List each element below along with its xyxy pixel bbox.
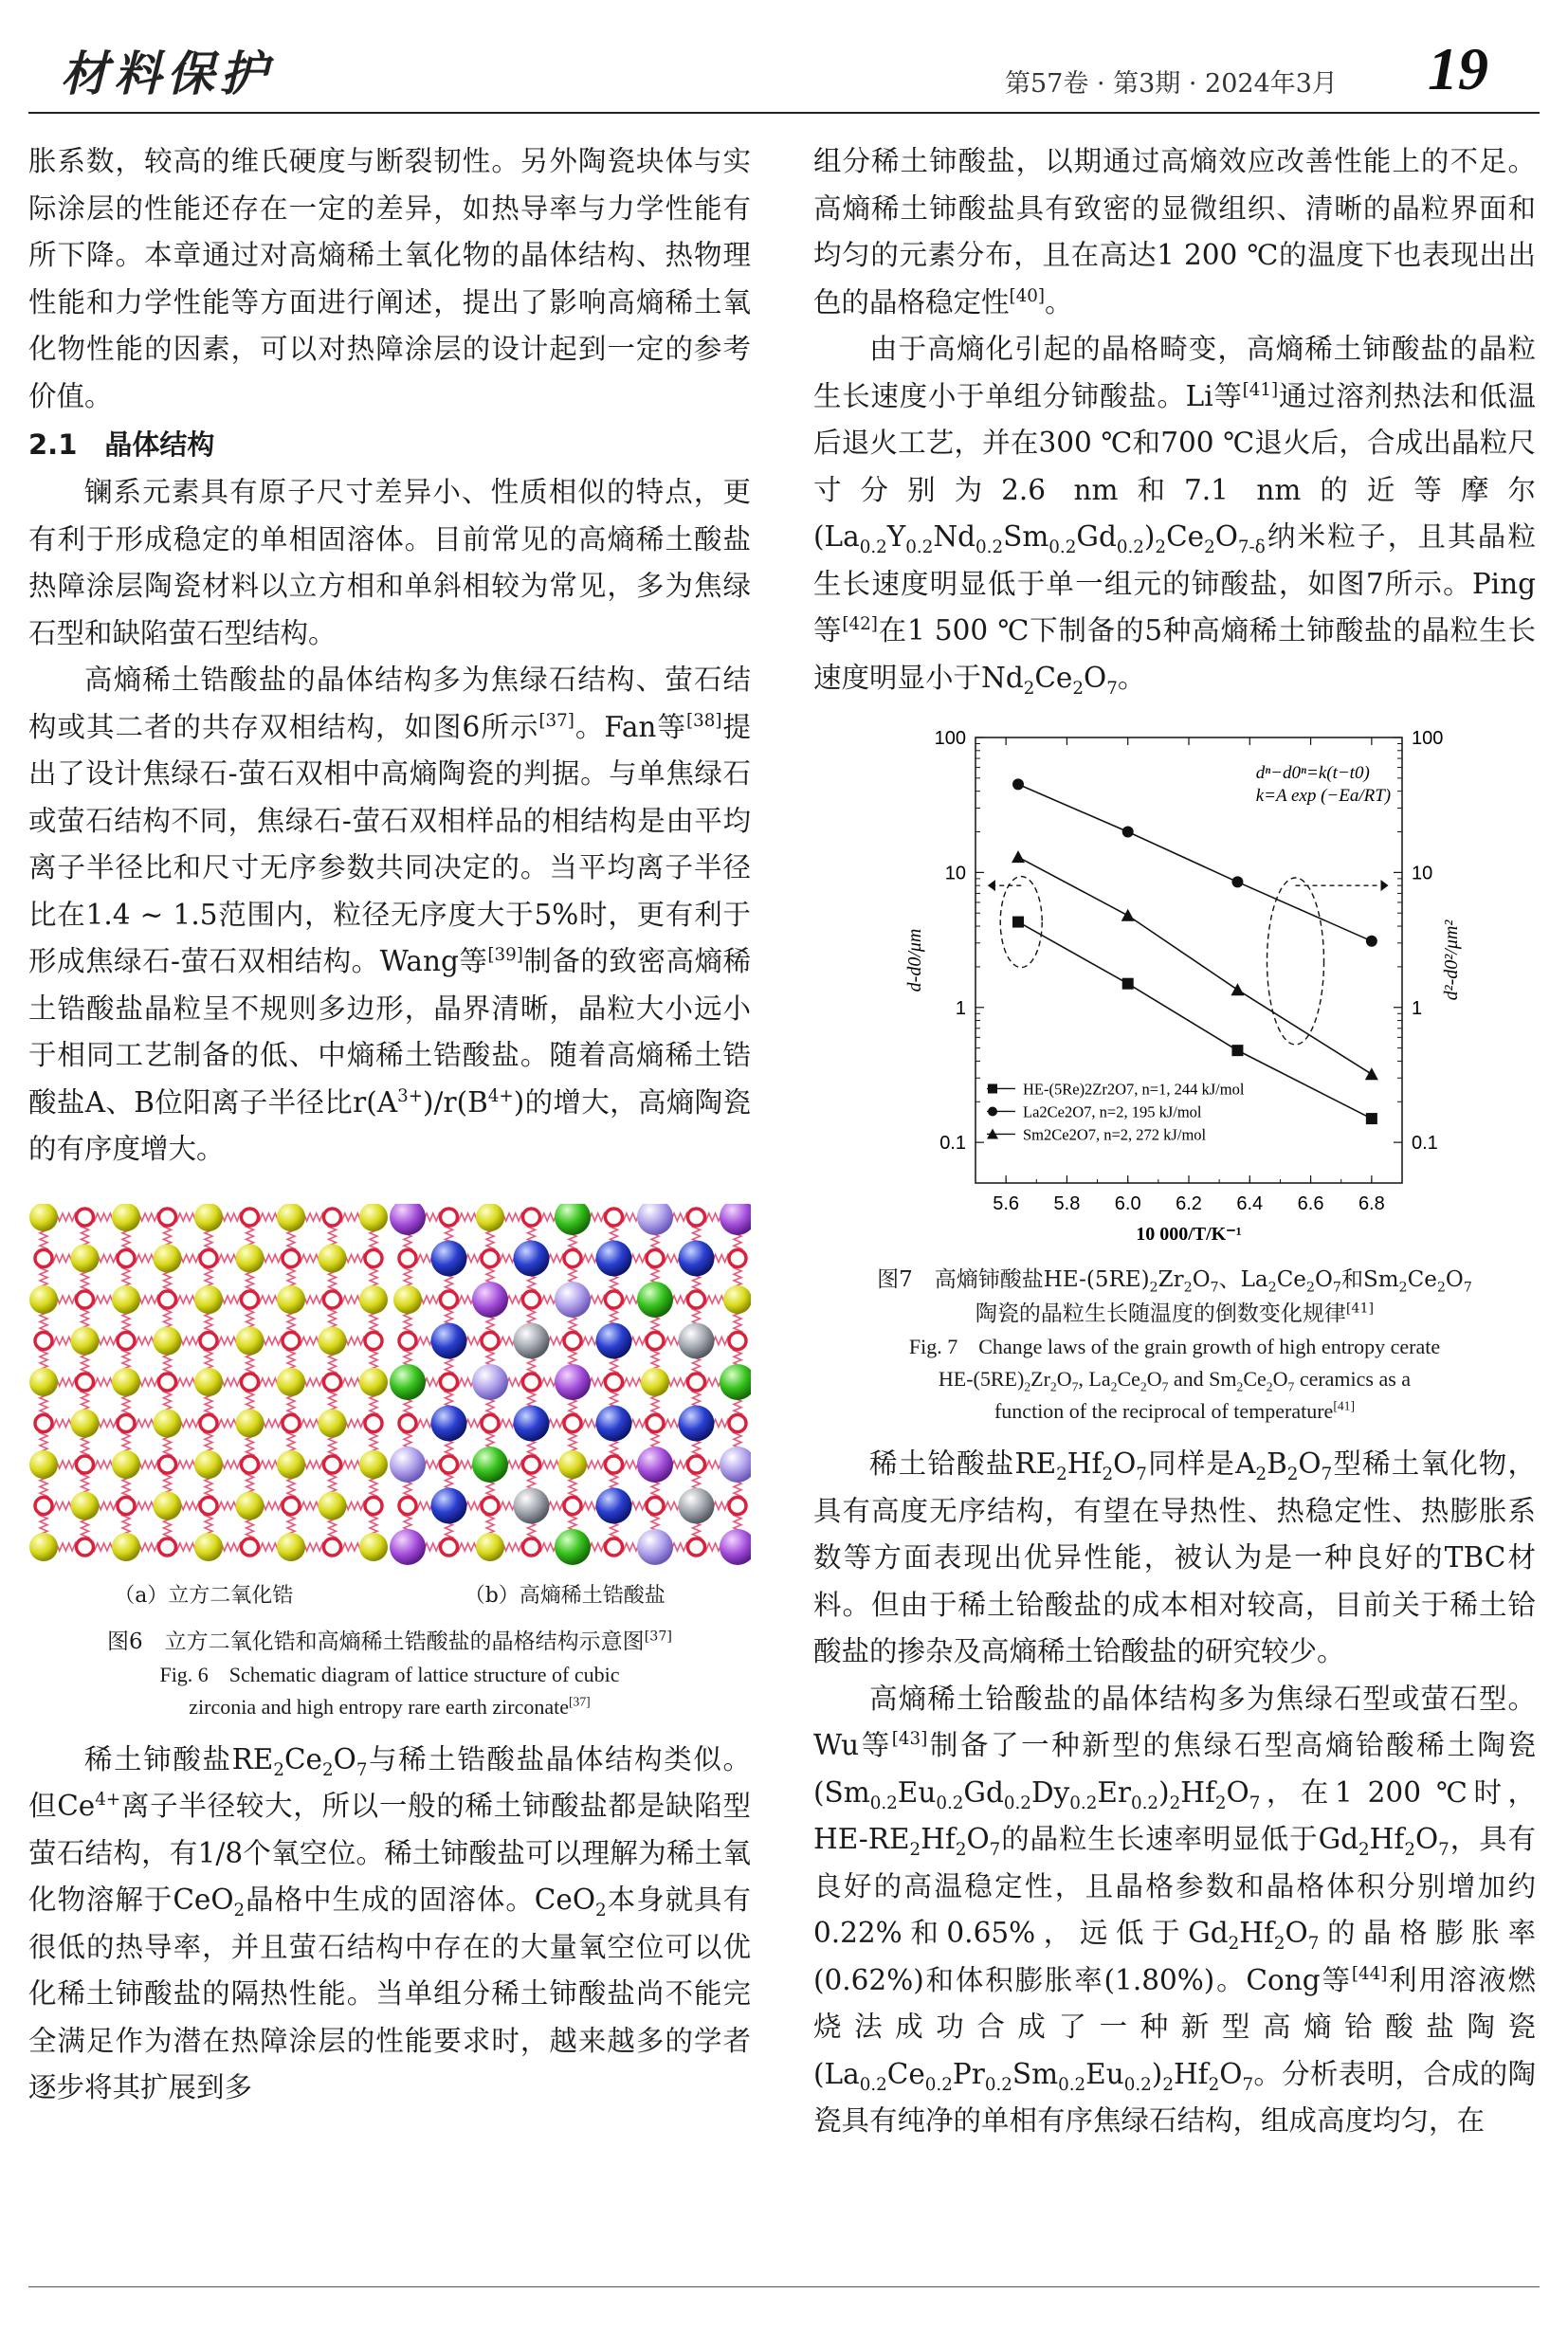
- oxygen-atom: [647, 1414, 664, 1431]
- data-point-square: [1122, 978, 1134, 990]
- page-number: 19: [1428, 35, 1488, 102]
- oxygen-atom: [523, 1538, 540, 1556]
- figure-7: [813, 719, 1536, 1428]
- cation-atom: [720, 1529, 751, 1565]
- cation-atom: [555, 1364, 591, 1400]
- cation-atom: [390, 1204, 426, 1235]
- cation-atom: [641, 1368, 669, 1396]
- cation-atom: [514, 1405, 550, 1441]
- oxygen-atom: [606, 1456, 623, 1473]
- y-left-tick-label: 100: [934, 728, 966, 749]
- data-point-circle: [988, 1106, 997, 1116]
- cation-atom: [390, 1529, 426, 1565]
- y-axis-label-right: d²-d0²/μm²: [1441, 919, 1462, 1001]
- cation-atom: [476, 1204, 504, 1231]
- cation-atom: [359, 1368, 388, 1396]
- cation-atom: [112, 1204, 140, 1231]
- oxygen-atom: [647, 1249, 664, 1266]
- cation-atom: [194, 1450, 223, 1479]
- oxygen-atom: [606, 1291, 623, 1308]
- cation-atom: [194, 1204, 223, 1231]
- oxygen-atom: [399, 1414, 416, 1431]
- cation-atom: [112, 1450, 140, 1479]
- oxygen-atom: [399, 1497, 416, 1514]
- oxygen-atom: [523, 1456, 540, 1473]
- cation-atom: [236, 1491, 264, 1520]
- cation-atom: [679, 1240, 715, 1276]
- oxygen-atom: [365, 1249, 382, 1266]
- x-tick-label: 6.8: [1358, 1193, 1385, 1214]
- paragraph: 由于高熵化引起的晶格畸变，高熵稀土铈酸盐的晶粒生长速度小于单组分铈酸盐。Li等[41]通过溶剂热法和低温后退火工艺，并在300 ℃和700 ℃退火后，合成出晶粒尺寸分别为2.6 nm和7.1 nm的近等摩尔$(La_{0.2}Y_{0.2}Nd_{0.2}Sm_{0.2}Gd_{0.2})_2Ce_2O_{7-\delta}$纳米粒子，且其晶粒生长速度明显低于单一组元的铈酸盐，如图7所示。Ping等[42]在1 500 ℃下制备的5种高熵稀土铈酸盐的晶粒生长速度明显小于$Nd_2Ce_2O_7$。: [813, 333, 1536, 699]
- oxygen-atom: [200, 1332, 217, 1349]
- oxygen-atom: [688, 1538, 705, 1556]
- oxygen-atom: [564, 1332, 581, 1349]
- chart-legend: [987, 1080, 1245, 1143]
- cation-atom: [555, 1529, 591, 1565]
- paragraph: 组分稀土铈酸盐，以期通过高熵效应改善性能上的不足。高熵稀土铈酸盐具有致密的显微组织、清晰的晶粒界面和均匀的元素分布，且在高达1 200 ℃的温度下也表现出出色的晶格稳定性[40]。: [813, 145, 1536, 319]
- data-point-triangle: [1121, 909, 1135, 921]
- y-left-tick-label: 10: [944, 863, 966, 884]
- oxygen-atom: [441, 1209, 458, 1226]
- cation-atom: [154, 1244, 182, 1272]
- cation-atom: [194, 1285, 223, 1314]
- legend-entry: HE-(5Re)2Zr2O7, n=1, 244 kJ/mol: [1023, 1080, 1245, 1099]
- oxygen-atom: [159, 1209, 176, 1226]
- cation-atom: [558, 1450, 587, 1479]
- oxygen-atom: [283, 1497, 300, 1514]
- oxygen-atom: [606, 1374, 623, 1391]
- paragraph: 高熵稀土锆酸盐的晶体结构多为焦绿石结构、萤石结构或其二者的共存双相结构，如图6所示[37]。Fan等[38]提出了设计焦绿石-萤石双相中高熵陶瓷的判据。与单焦绿石或萤石结构不同，焦绿石-萤石双相样品的相结构是由平均离子半径比和尺寸无序参数共同决定的。当平均离子半径比在1.4 ~ 1.5范围内，粒径无序度大于5%时，更有利于形成焦绿石-萤石双相结构。Wang等[39]制备的致密高熵稀土锆酸盐晶粒呈不规则多边形，晶界清晰，晶粒大小远小于相同工艺制备的低、中熵稀土锆酸盐。随着高熵稀土锆酸盐A、B位阳离子半径比$r(A^{3+})/r(B^{4+})$的增大，高熵陶瓷的有序度增大。: [28, 664, 751, 1165]
- header-rule: [28, 112, 1540, 114]
- x-axis-label: 10 000/T/K⁻¹: [1136, 1224, 1242, 1245]
- oxygen-atom: [523, 1374, 540, 1391]
- subcaption-a: （a）立方二氧化锆: [114, 1583, 294, 1608]
- y-left-tick-label: 1: [955, 997, 966, 1019]
- cation-atom: [359, 1533, 388, 1561]
- data-point-circle: [1122, 827, 1134, 838]
- left-column: [28, 138, 751, 2112]
- y-right-tick-label: 1: [1412, 997, 1423, 1019]
- cation-atom: [194, 1368, 223, 1396]
- oxygen-atom: [159, 1538, 176, 1556]
- cation-atom: [112, 1368, 140, 1396]
- oxygen-atom: [482, 1249, 499, 1266]
- oxygen-atom: [77, 1209, 94, 1226]
- oxygen-atom: [365, 1414, 382, 1431]
- x-tick-label: 6.2: [1176, 1193, 1202, 1214]
- caption-line: $HE-(5RE)_2Zr_2O_7$, $La_2Ce_2O_7$ and $Sm_2Ce_2O_7$ ceramics as a: [938, 1367, 1412, 1394]
- cation-atom: [723, 1285, 751, 1314]
- oxygen-atom: [242, 1538, 259, 1556]
- paragraph: 稀土铪酸盐$RE_2Hf_2O_7$同样是$A_2B_2O_7$型稀土氧化物，具有高度无序结构，有望在导热性、热稳定性、热膨胀系数等方面表现出优异性能，被认为是一种良好的TBC材料。但由于稀土铪酸盐的成本相对较高，目前关于稀土铪酸盐的掺杂及高熵稀土铪酸盐的研究较少。: [813, 1447, 1536, 1667]
- oxygen-atom: [324, 1538, 341, 1556]
- figure-7-caption-cn: [813, 1263, 1536, 1331]
- cation-atom: [431, 1322, 467, 1358]
- oxygen-atom: [159, 1456, 176, 1473]
- cation-atom: [637, 1204, 673, 1235]
- cation-atom: [71, 1244, 100, 1272]
- cation-atom: [596, 1405, 632, 1441]
- figure-7-caption-en: [813, 1331, 1536, 1428]
- oxygen-atom: [606, 1538, 623, 1556]
- cation-atom: [154, 1409, 182, 1437]
- caption-line: zirconia and high entropy rare earth zirconate[37]: [189, 1694, 591, 1719]
- oxygen-atom: [242, 1374, 259, 1391]
- cation-atom: [393, 1285, 422, 1314]
- caption-line: 陶瓷的晶粒生长随温度的倒数变化规律[41]: [975, 1301, 1375, 1326]
- data-point-square: [988, 1083, 997, 1093]
- cation-atom: [472, 1364, 508, 1400]
- cation-atom: [112, 1285, 140, 1314]
- oxygen-atom: [606, 1209, 623, 1226]
- cation-atom: [236, 1244, 264, 1272]
- oxygen-atom: [35, 1414, 52, 1431]
- data-point-square: [1366, 1113, 1377, 1124]
- paragraph: 高熵稀土铪酸盐的晶体结构多为焦绿石型或萤石型。Wu等[43]制备了一种新型的焦绿石型高熵铪酸稀土陶瓷$(Sm_{0.2}Eu_{0.2}Gd_{0.2}Dy_{0.2}Er_{0.2})_2Hf_2O_7$，在1 200 ℃时，$HE-RE_2Hf_2O_7$的晶粒生长速率明显低于$Gd_2Hf_2O_7$，具有良好的高温稳定性，且晶格参数和晶格体积分别增加约0.22%和0.65%，远低于$Gd_2Hf_2O_7$的晶格膨胀率(0.62%)和体积膨胀率(1.80%)。Cong等[44]利用溶液燃烧法成功合成了一种新型高熵铪酸盐陶瓷$(La_{0.2}Ce_{0.2}Pr_{0.2}Sm_{0.2}Eu_{0.2})_2Hf_2O_7$。分析表明，合成的陶瓷具有纯净的单相有序焦绿石结构，组成高度均匀，在: [813, 1682, 1536, 2137]
- oxygen-atom: [118, 1249, 135, 1266]
- oxygen-atom: [729, 1497, 746, 1514]
- cation-atom: [555, 1204, 591, 1235]
- oxygen-atom: [77, 1291, 94, 1308]
- oxygen-atom: [77, 1456, 94, 1473]
- oxygen-atom: [242, 1209, 259, 1226]
- cation-atom: [236, 1326, 264, 1355]
- oxygen-atom: [647, 1497, 664, 1514]
- data-point-square: [1231, 1045, 1243, 1056]
- x-tick-label: 5.6: [993, 1193, 1020, 1214]
- oxygen-atom: [35, 1249, 52, 1266]
- oxygen-atom: [77, 1374, 94, 1391]
- oxygen-atom: [688, 1374, 705, 1391]
- oxygen-atom: [283, 1249, 300, 1266]
- data-point-circle: [1366, 936, 1377, 947]
- oxygen-atom: [283, 1332, 300, 1349]
- cation-atom: [359, 1204, 388, 1231]
- paragraph: 镧系元素具有原子尺寸差异小、性质相似的特点，更有利于形成稳定的单相固溶体。目前常见的高熵稀土酸盐热障涂层陶瓷材料以立方相和单斜相较为常见，多为焦绿石型和缺陷萤石型结构。: [28, 476, 751, 649]
- paragraph: 胀系数，较高的维氏硬度与断裂韧性。另外陶瓷块体与实际涂层的性能还存在一定的差异，如热导率与力学性能有所下降。本章通过对高熵稀土氧化物的晶体结构、热物理性能和力学性能等方面进行阐述，提出了影响高熵稀土氧化物性能的因素，可以对热障涂层的设计起到一定的参考价值。: [28, 145, 751, 412]
- oxygen-atom: [688, 1209, 705, 1226]
- series-line: [1018, 857, 1372, 1074]
- cation-atom: [390, 1364, 426, 1400]
- oxygen-atom: [729, 1332, 746, 1349]
- oxygen-atom: [441, 1291, 458, 1308]
- oxygen-atom: [482, 1414, 499, 1431]
- cation-atom: [319, 1244, 347, 1272]
- oxygen-atom: [159, 1374, 176, 1391]
- caption-line: 图7 高熵铈酸盐$HE-(5RE)_2Zr_2O_7$、$La_2Ce_2O_7$和$Sm_2Ce_2O_7$: [877, 1267, 1472, 1296]
- cation-atom: [112, 1533, 140, 1561]
- oxygen-atom: [564, 1249, 581, 1266]
- cation-atom: [679, 1405, 715, 1441]
- high-entropy-zirconate-lattice: [390, 1204, 751, 1565]
- footer-rule: [28, 2286, 1540, 2287]
- cation-atom: [596, 1322, 632, 1358]
- data-point-circle: [1231, 876, 1243, 887]
- cubic-zirconia-lattice: [29, 1204, 388, 1561]
- y-left-tick-label: 0.1: [939, 1133, 966, 1155]
- oxygen-atom: [441, 1374, 458, 1391]
- oxygen-atom: [200, 1249, 217, 1266]
- figure-6: [28, 1204, 751, 1723]
- x-tick-label: 6.4: [1236, 1193, 1264, 1214]
- oxygen-atom: [324, 1209, 341, 1226]
- oxygen-atom: [118, 1497, 135, 1514]
- oxygen-atom: [688, 1291, 705, 1308]
- oxygen-atom: [324, 1456, 341, 1473]
- chart-annotations: [988, 763, 1391, 1045]
- oxygen-atom: [35, 1497, 52, 1514]
- cation-atom: [472, 1282, 508, 1318]
- cation-atom: [277, 1204, 305, 1231]
- data-point-triangle: [1365, 1067, 1378, 1080]
- oxygen-atom: [564, 1497, 581, 1514]
- cation-atom: [319, 1491, 347, 1520]
- oxygen-atom: [242, 1291, 259, 1308]
- oxygen-atom: [118, 1414, 135, 1431]
- subcaption-b: （b）高熵稀土锆酸盐: [464, 1583, 665, 1608]
- oxygen-atom: [118, 1332, 135, 1349]
- cation-atom: [555, 1282, 591, 1318]
- cation-atom: [431, 1405, 467, 1441]
- oxygen-atom: [523, 1291, 540, 1308]
- oxygen-atom: [523, 1209, 540, 1226]
- cation-atom: [71, 1326, 100, 1355]
- cation-atom: [319, 1409, 347, 1437]
- cation-atom: [29, 1368, 58, 1396]
- lattice-diagram: [28, 1204, 751, 1574]
- legend-entry: Sm2Ce2O7, n=2, 272 kJ/mol: [1023, 1125, 1207, 1144]
- cation-atom: [277, 1285, 305, 1314]
- oxygen-atom: [441, 1538, 458, 1556]
- oxygen-atom: [365, 1497, 382, 1514]
- cation-atom: [514, 1322, 550, 1358]
- y-right-tick-label: 0.1: [1412, 1133, 1438, 1155]
- y-axis-label-left: d-d0/μm: [904, 928, 925, 992]
- figure-6-caption-en: [28, 1659, 751, 1723]
- cation-atom: [596, 1240, 632, 1276]
- cation-atom: [679, 1487, 715, 1523]
- oxygen-atom: [729, 1414, 746, 1431]
- oxygen-atom: [564, 1414, 581, 1431]
- figure-6-subcaptions: [28, 1581, 751, 1611]
- oxygen-atom: [688, 1456, 705, 1473]
- cation-atom: [277, 1450, 305, 1479]
- x-tick-label: 6.6: [1297, 1193, 1324, 1214]
- caption-line: Fig. 7 Change laws of the grain growth of high entropy cerate: [908, 1335, 1441, 1358]
- cation-atom: [720, 1364, 751, 1400]
- oxygen-atom: [482, 1497, 499, 1514]
- y-right-tick-label: 100: [1412, 728, 1444, 749]
- equation-2: k=A exp (−Ea/RT): [1255, 785, 1392, 806]
- y-right-tick-label: 10: [1412, 863, 1433, 884]
- cation-atom: [359, 1285, 388, 1314]
- issue-info: 第57卷 · 第3期 · 2024年3月: [1005, 69, 1338, 99]
- paragraph: 稀土铈酸盐$RE_2Ce_2O_7$与稀土锆酸盐晶体结构类似。但$Ce^{4+}$离子半径较大，所以一般的稀土铈酸盐都是缺陷型萤石结构，有1/8个氧空位。稀土铈酸盐可以理解为稀土氧化物溶解于CeO$_2$晶格中生成的固溶体。CeO$_2$本身就具有很低的热导率，并且萤石结构中存在的大量氧空位可以优化稀土铈酸盐的隔热性能。当单组分稀土铈酸盐尚不能完全满足作为潜在热障涂层的性能要求时，越来越多的学者逐步将其扩展到多: [28, 1742, 751, 2103]
- cation-atom: [472, 1447, 508, 1483]
- right-arrow-head: [1381, 880, 1389, 891]
- cation-atom: [637, 1447, 673, 1483]
- oxygen-atom: [399, 1249, 416, 1266]
- cation-atom: [431, 1487, 467, 1523]
- oxygen-atom: [482, 1332, 499, 1349]
- cation-atom: [29, 1450, 58, 1479]
- cation-atom: [390, 1447, 426, 1483]
- cation-atom: [277, 1368, 305, 1396]
- grain-growth-chart: [871, 719, 1478, 1249]
- cation-atom: [637, 1529, 673, 1565]
- oxygen-atom: [35, 1332, 52, 1349]
- oxygen-atom: [324, 1374, 341, 1391]
- cation-atom: [514, 1487, 550, 1523]
- page-header: [28, 28, 1540, 114]
- oxygen-atom: [242, 1456, 259, 1473]
- cation-atom: [637, 1282, 673, 1318]
- oxygen-atom: [77, 1538, 94, 1556]
- data-point-square: [1012, 917, 1024, 928]
- oxygen-atom: [200, 1497, 217, 1514]
- cation-atom: [194, 1533, 223, 1561]
- oxygen-atom: [159, 1291, 176, 1308]
- oxygen-atom: [647, 1332, 664, 1349]
- data-point-circle: [1012, 778, 1024, 790]
- cation-atom: [679, 1322, 715, 1358]
- cation-atom: [71, 1409, 100, 1437]
- caption-line: Fig. 6 Schematic diagram of lattice structure of cubic: [159, 1662, 620, 1686]
- x-tick-label: 5.8: [1053, 1193, 1081, 1214]
- left-arrow-head: [988, 880, 995, 891]
- cation-atom: [476, 1533, 504, 1561]
- cation-atom: [29, 1533, 58, 1561]
- data-point-triangle: [1231, 983, 1244, 995]
- legend-entry: La2Ce2O7, n=2, 195 kJ/mol: [1023, 1102, 1202, 1121]
- oxygen-atom: [729, 1249, 746, 1266]
- cation-atom: [236, 1409, 264, 1437]
- oxygen-atom: [324, 1291, 341, 1308]
- cation-atom: [29, 1204, 58, 1231]
- journal-logo: 材料保护: [61, 46, 273, 101]
- oxygen-atom: [200, 1414, 217, 1431]
- oxygen-atom: [365, 1332, 382, 1349]
- cation-atom: [596, 1487, 632, 1523]
- cation-atom: [277, 1533, 305, 1561]
- oxygen-atom: [441, 1456, 458, 1473]
- cation-atom: [319, 1326, 347, 1355]
- cation-atom: [71, 1491, 100, 1520]
- data-point-triangle: [1012, 850, 1025, 863]
- oxygen-atom: [399, 1332, 416, 1349]
- x-tick-label: 6.0: [1114, 1193, 1141, 1214]
- cation-atom: [154, 1326, 182, 1355]
- cation-atom: [29, 1285, 58, 1314]
- oxygen-atom: [283, 1414, 300, 1431]
- right-column: [813, 138, 1536, 2145]
- equation-1: dⁿ−d0ⁿ=k(t−t0): [1255, 762, 1370, 783]
- caption-line: function of the reciprocal of temperature[41]: [994, 1398, 1356, 1423]
- section-heading: 2.1 晶体结构: [28, 428, 215, 461]
- cation-atom: [514, 1240, 550, 1276]
- series-line: [1018, 784, 1372, 940]
- cation-atom: [720, 1204, 751, 1235]
- right-axis-group-ellipse: [1267, 878, 1324, 1045]
- cation-atom: [431, 1240, 467, 1276]
- cation-atom: [154, 1491, 182, 1520]
- cation-atom: [359, 1450, 388, 1479]
- figure-6-caption-cn: 图6 立方二氧化锆和高熵稀土锆酸盐的晶格结构示意图[37]: [107, 1628, 672, 1654]
- cation-atom: [720, 1447, 751, 1483]
